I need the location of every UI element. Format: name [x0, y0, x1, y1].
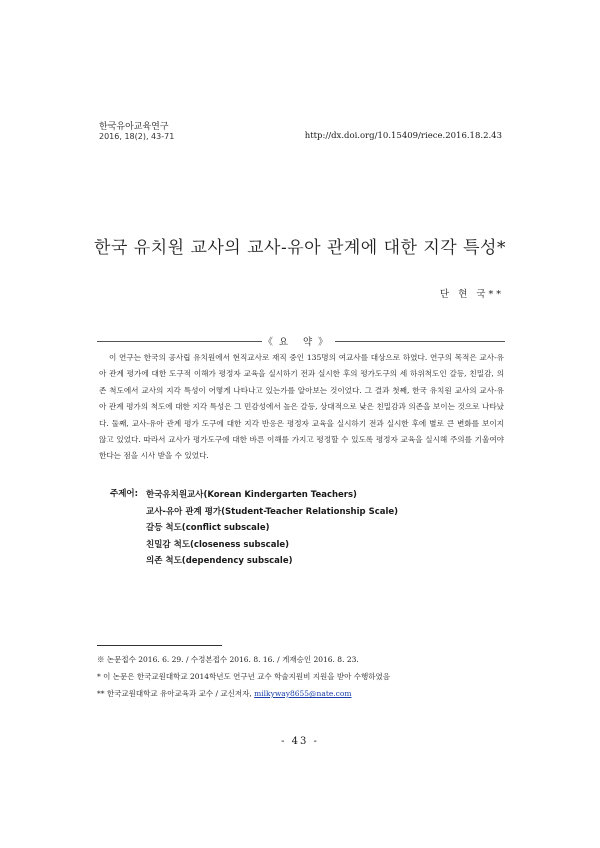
keyword-item: 한국유치원교사(Korean Kindergarten Teachers): [146, 490, 357, 500]
footnote-dates: ※ 논문접수 2016. 6. 29. / 수정본접수 2016. 8. 16. / 게재승인 2016. 8. 23.: [97, 655, 359, 664]
abstract-rule-right: [335, 341, 505, 342]
footnote-affiliation: [97, 688, 352, 699]
affiliation-text: ** 한국교원대학교 유아교육과 교수 / 교신저자,: [97, 689, 252, 698]
abstract-heading: 《요 약》: [263, 337, 334, 348]
footnote-rule: [97, 645, 222, 646]
journal-name: 한국유아교육연구: [99, 122, 169, 132]
footnote-funding: * 이 논문은 한국교원대학교 2014학년도 연구년 교수 학술지원비 지원을 받아 수행하였음: [97, 672, 391, 681]
keyword-item: 의존 척도(dependency subscale): [146, 556, 293, 566]
abstract-text: 이 연구는 한국의 공사립 유치원에서 현직교사로 재직 중인 135명의 여교사를 대상으로 하였다. 연구의 목적은 교사-유아 관계 평가에 대한 도구적 이해가 평정자 교육을 실시하기 전과 실시한 후의 평가도구의 세 하위척도인 갈등, 친밀감, 의존 척도에서 교사의 지각 특성이 어떻게 나타나고 있는가를 알아보는 것이었다. 그 결과 첫째, 한국 유치원 교사의 교사-유아 관계 평가의 척도에 대한 지각 특성은 그 민감성에서 높은 갈등, 상대적으로 낮은 친밀감과 의존을 보이는 것으로 나타났다. 둘째, 교사-유아 관계 평가 도구에 대한 지각 반응은 평정자 교육을 실시하기 전과 실시한 후에 별로 큰 변화를 보이지 않고 있었다. 따라서 교사가 평가도구에 대한 바른 이해를 가지고 평정할 수 있도록 평정자 교육을 실시해 주의를 기울여야 한다는 점을 시사 받을 수 있었다.: [99, 353, 504, 461]
author-name: 단 현 국**: [439, 289, 504, 300]
author-email-link[interactable]: milkyway8655@nate.com: [254, 689, 352, 698]
page-number: - 43 -: [281, 736, 319, 747]
keywords-list: [146, 487, 398, 570]
keyword-item: 친밀감 척도(closeness subscale): [146, 539, 290, 550]
abstract-rule-left: [97, 341, 262, 342]
keyword-item: 교사-유아 관계 평가(Student-Teacher Relationship Scale): [146, 506, 399, 517]
doi-link[interactable]: http://dx.doi.org/10.15409/riece.2016.18.2.43: [304, 131, 502, 141]
abstract-body: [99, 350, 504, 465]
keywords-label: 주제어:: [110, 489, 139, 499]
paper-title: 한국 유치원 교사의 교사-유아 관계에 대한 지각 특성*: [94, 238, 506, 258]
keyword-item: 갈등 척도(conflict subscale): [146, 523, 270, 533]
journal-volume-info: 2016, 18(2), 43-71: [99, 132, 175, 141]
